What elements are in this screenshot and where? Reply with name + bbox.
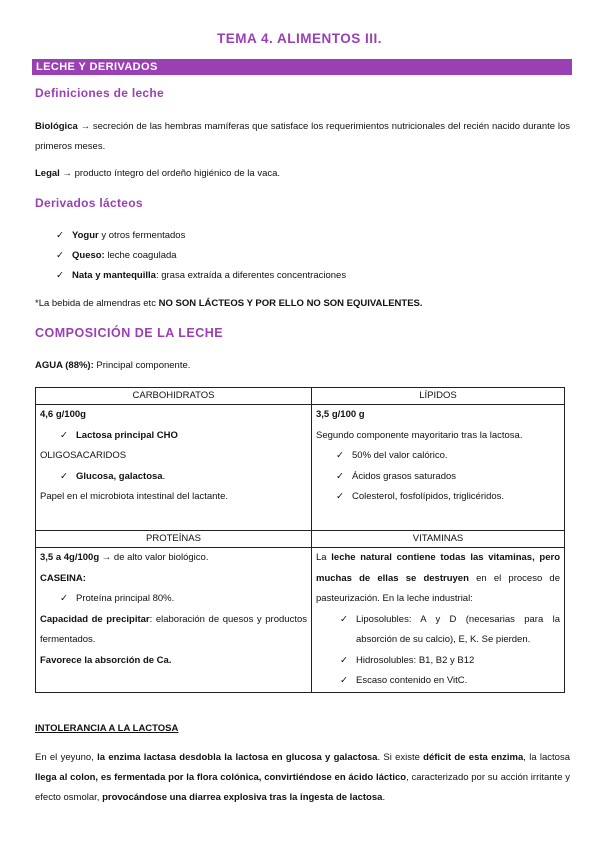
intolerancia-heading: INTOLERANCIA A LA LACTOSA <box>35 723 179 734</box>
check-icon: ✓ <box>60 593 68 604</box>
lipidos-item: Colesterol, fosfolípidos, triglicéridos. <box>352 491 505 502</box>
caseina-label: CASEINA: <box>40 572 86 584</box>
papel-text: Papel en el microbiota intestinal del lactante. <box>40 491 229 502</box>
vitaminas-intro: La <box>316 552 332 563</box>
item-text: y otros fermentados <box>98 230 186 241</box>
check-icon: ✓ <box>56 230 64 241</box>
derivados-list <box>56 226 346 286</box>
vitaminas-item: Escaso contenido en VitC. <box>356 675 468 686</box>
item-text: : grasa extraída a diferentes concentraciones <box>155 270 347 281</box>
item-bold: Yogur <box>72 230 99 241</box>
proteinas-amount-suffix: de alto valor biológico. <box>111 552 209 563</box>
vitaminas-header: VITAMINAS <box>312 531 565 548</box>
item-suffix: . <box>162 470 166 482</box>
bold-run: la enzima lactasa desdobla la lactosa en glucosa y galactosa <box>97 752 378 763</box>
intolerancia-paragraph <box>35 748 570 808</box>
bold-run: provocándose una diarrea explosiva tras la ingesta de lactosa <box>102 792 383 803</box>
carbohidratos-header: CARBOHIDRATOS <box>36 388 312 405</box>
list-item <box>56 226 346 246</box>
carbohidratos-amount: 4,6 g/100g <box>40 409 86 420</box>
agua-line <box>35 356 570 376</box>
proteinas-cell <box>36 548 312 693</box>
section-bar: LECHE Y DERIVADOS <box>32 59 572 75</box>
legal-paragraph <box>35 164 570 184</box>
check-icon: ✓ <box>336 450 344 461</box>
lipidos-item: 50% del valor calórico. <box>352 450 448 461</box>
composition-table <box>35 387 565 693</box>
capacidad-label: Capacidad de precipitar <box>40 613 150 625</box>
text-run: , caracterizado por su acción irritante y efecto osmolar, <box>35 772 570 803</box>
text-run: . Si existe <box>377 752 424 763</box>
carbohidratos-cell <box>36 405 312 531</box>
lipidos-item: Ácidos grasos saturados <box>352 470 457 482</box>
carbohidratos-item: Lactosa principal CHO <box>76 429 178 441</box>
note-bold: NO SON LÁCTEOS Y POR ELLO NO SON EQUIVALENTES. <box>158 298 423 309</box>
text-run: . <box>382 792 386 803</box>
list-item <box>56 266 346 286</box>
vitaminas-item: Hidrosolubles: B1, B2 y B12 <box>356 654 475 666</box>
proteinas-amount: 3,5 a 4g/100g <box>40 552 100 563</box>
composicion-heading: COMPOSICIÓN DE LA LECHE <box>35 326 224 340</box>
favorece-text: Favorece la absorción de Ca. <box>40 654 172 666</box>
check-icon: ✓ <box>60 429 68 441</box>
derivados-heading: Derivados lácteos <box>35 196 143 210</box>
arrow-icon: → <box>80 121 91 132</box>
lipidos-cell <box>312 405 565 531</box>
check-icon: ✓ <box>340 654 348 666</box>
proteinas-header: PROTEÍNAS <box>36 531 312 548</box>
definiciones-heading: Definiciones de leche <box>35 86 165 100</box>
text-run: En el yeyuno, <box>35 752 98 763</box>
lipidos-desc: Segundo componente mayoritario tras la lactosa. <box>316 429 523 441</box>
arrow-icon: → <box>59 168 72 179</box>
vitaminas-intro-bold: leche natural contiene todas las vitaminas, pero muchas de ellas se destruyen <box>316 552 560 584</box>
list-item <box>56 246 346 266</box>
agua-label: AGUA (88%): <box>35 360 94 371</box>
capacidad-text: : elaboración de quesos y productos fermentados. <box>40 613 307 645</box>
page-title: TEMA 4. ALIMENTOS III. <box>216 31 382 46</box>
carbohidratos-item: Glucosa, galactosa <box>76 470 163 482</box>
vitaminas-item: Liposolubles: A y D (necesarias para la absorción de su calcio), E, K. Se pierden. <box>356 613 560 645</box>
oligosacaridos-label: OLIGOSACARIDOS <box>40 450 127 461</box>
check-icon: ✓ <box>340 675 348 686</box>
check-icon: ✓ <box>336 470 344 482</box>
note-text: *La bebida de almendras etc <box>35 298 159 309</box>
vitaminas-cell <box>312 548 565 693</box>
legal-label: Legal <box>35 168 60 179</box>
vitaminas-intro-rest: en el proceso de pasteurización. En la leche industrial: <box>316 572 560 604</box>
check-icon: ✓ <box>340 613 348 625</box>
check-icon: ✓ <box>56 270 64 281</box>
arrow-icon: → <box>99 552 112 563</box>
biologica-text: secreción de las hembras mamíferas que satisface los requerimientos nutricionales del recién nacido durante los primeros meses. <box>35 121 570 152</box>
item-text: leche coagulada <box>104 250 177 261</box>
derivados-note <box>35 294 570 314</box>
item-bold: Queso: <box>72 250 105 261</box>
agua-text: Principal componente. <box>93 360 191 371</box>
lipidos-header: LÍPIDOS <box>312 388 565 405</box>
text-run: , la lactosa <box>523 752 570 763</box>
bold-run: déficit de esta enzima <box>423 752 524 763</box>
lipidos-amount: 3,5 g/100 g <box>316 409 365 420</box>
item-bold: Nata y mantequilla <box>72 270 156 281</box>
check-icon: ✓ <box>60 470 68 482</box>
check-icon: ✓ <box>336 491 344 502</box>
biologica-paragraph <box>35 117 570 157</box>
check-icon: ✓ <box>56 250 64 261</box>
intolerancia-heading-line <box>35 719 570 739</box>
bold-run: llega al colon, es fermentada por la flora colónica, convirtiéndose en ácido láctico <box>35 772 407 783</box>
proteinas-item: Proteína principal 80%. <box>76 593 175 604</box>
biologica-label: Biológica <box>35 121 78 132</box>
legal-text: producto íntegro del ordeño higiénico de la vaca. <box>71 168 281 179</box>
